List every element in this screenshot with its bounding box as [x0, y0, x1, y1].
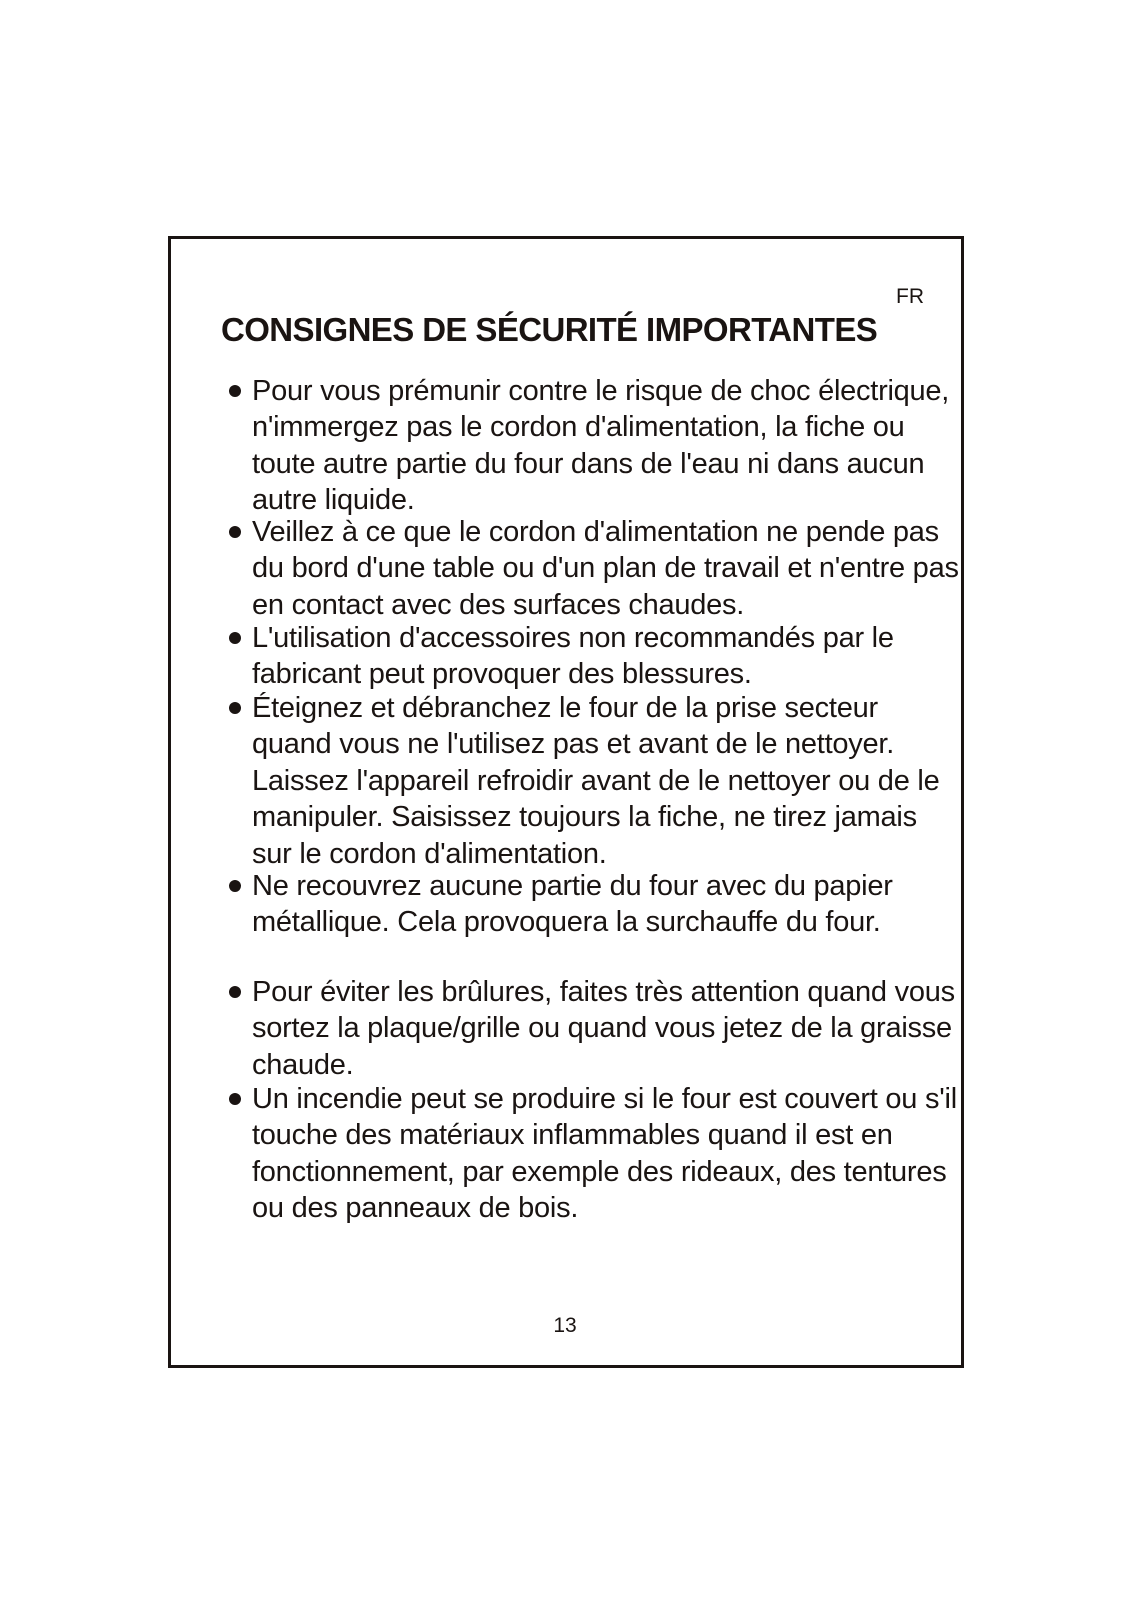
bullet-icon — [229, 880, 241, 892]
language-tag: FR — [896, 285, 924, 308]
page-title: CONSIGNES DE SÉCURITÉ IMPORTANTES — [221, 311, 878, 348]
page-number: 13 — [553, 1314, 577, 1337]
bullet-icon — [229, 702, 241, 714]
list-item-text: Veillez à ce que le cordon d'alimentation ne pende pas du bord d'une table ou d'un plan de travail et n'entre pas en contact avec des surfaces chaudes. — [252, 516, 959, 621]
bullet-icon — [229, 1093, 241, 1105]
list-item-text: Pour vous prémunir contre le risque de choc électrique, n'immergez pas le cordon d'alimentation, la fiche ou toute autre partie du four dans de l'eau ni dans aucun autre liquide. — [252, 375, 950, 517]
list-item-text: Ne recouvrez aucune partie du four avec du papier métallique. Cela provoquera la surchauffe du four. — [252, 870, 893, 939]
list-item-text: Éteignez et débranchez le four de la prise secteur quand vous ne l'utilisez pas et avant de le nettoyer. Laissez l'appareil refroidir avant de le nettoyer ou de le manipuler. Saisissez toujours la fiche, ne tirez jamais sur le cordon d'alimentation. — [252, 692, 940, 870]
bullet-icon — [229, 385, 241, 397]
bullet-icon — [229, 986, 241, 998]
list-item-text: L'utilisation d'accessoires non recommandés par le fabricant peut provoquer des blessures. — [252, 622, 894, 691]
list-item-text: Pour éviter les brûlures, faites très attention quand vous sortez la plaque/grille ou quand vous jetez de la graisse chaude. — [252, 976, 955, 1081]
bullet-icon — [229, 632, 241, 644]
bullet-icon — [229, 526, 241, 538]
list-item-text: Un incendie peut se produire si le four est couvert ou s'il touche des matériaux inflammables quand il est en fonctionnement, par exemple des rideaux, des tentures ou des panneaux de bois. — [252, 1083, 957, 1225]
